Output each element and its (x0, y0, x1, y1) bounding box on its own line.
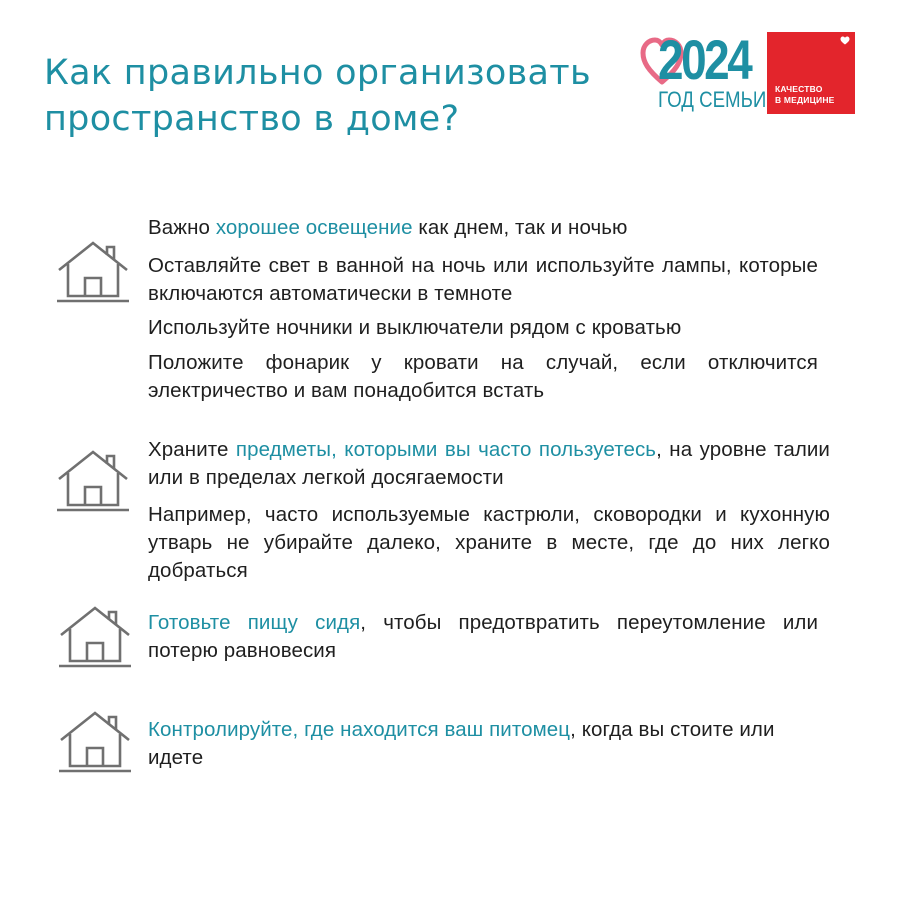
title-line-2: пространство в доме? (44, 99, 460, 139)
house-icon (57, 708, 133, 774)
house-icon (57, 603, 133, 669)
text: Храните (148, 438, 236, 461)
paragraph (148, 609, 818, 665)
page-title (44, 50, 591, 142)
heart-icon (840, 36, 850, 45)
text: как днем, так и ночью (412, 216, 628, 239)
paragraph: Положите фонарик у кровати на случай, если отключится электричество и вам понадобится встать (148, 351, 818, 402)
paragraph (148, 436, 830, 492)
paragraph: Например, часто используемые кастрюли, сковородки и кухонную утварь не убирайте далеко, храните в месте, где до них легко добраться (148, 503, 830, 582)
text: , когда вы стоите или идете (148, 718, 775, 769)
highlight-text: Контролируйте, где находится ваш питомец (148, 718, 571, 741)
quality-in-medicine-badge (767, 32, 855, 114)
highlight-text: хорошее освещение (215, 216, 413, 239)
logo-subtitle: ГОД СЕМЬИ (658, 87, 767, 112)
badge-line-1: КАЧЕСТВО (775, 84, 823, 94)
highlight-text: Готовьте пищу сидя (148, 611, 361, 634)
title-line-1: Как правильно организовать (44, 53, 591, 93)
logo-year: 2024 (658, 28, 751, 91)
badge-line-2: В МЕДИЦИНЕ (775, 95, 835, 105)
house-icon (55, 238, 131, 304)
paragraph: Используйте ночники и выключатели рядом с кроватью (148, 316, 682, 339)
text: , на уровне талии или в пределах легкой досягаемости (148, 438, 830, 489)
paragraph: Оставляйте свет в ванной на ночь или используйте лампы, которые включаются автоматически в темноте (148, 254, 818, 305)
text: Важно (148, 216, 216, 239)
highlight-text: предметы, которыми вы часто пользуетесь (235, 438, 657, 461)
text: , чтобы предотвратить переутомление или потерю равновесия (148, 611, 818, 662)
paragraph (148, 214, 828, 242)
year-of-family-logo (640, 28, 767, 115)
paragraph (148, 716, 828, 772)
house-icon (55, 447, 131, 513)
